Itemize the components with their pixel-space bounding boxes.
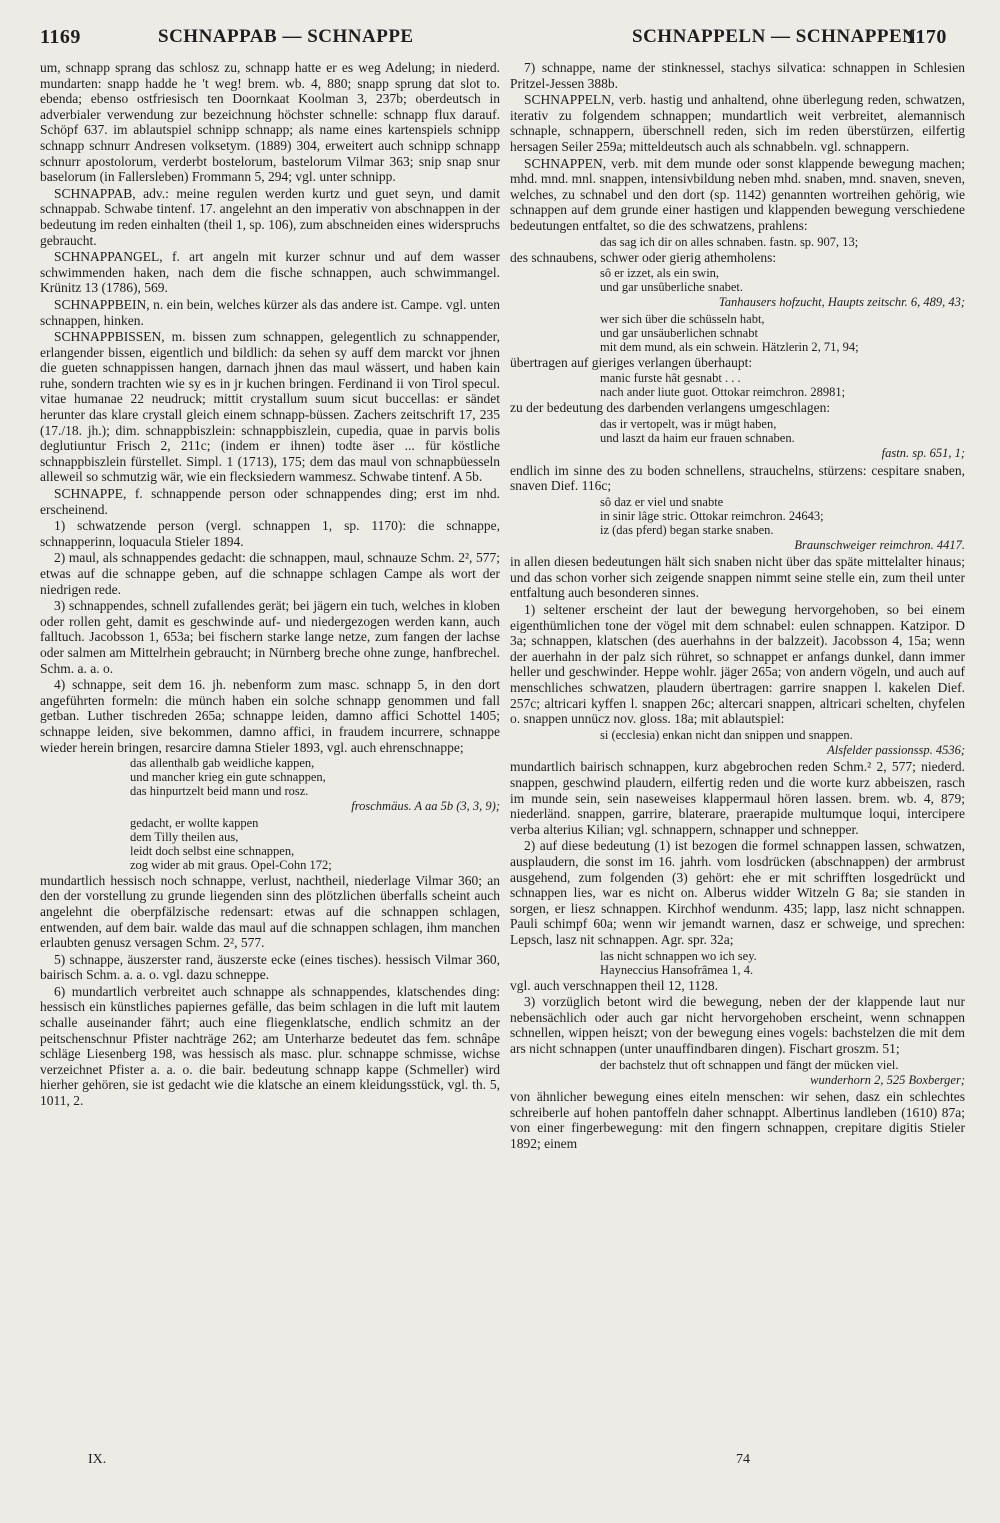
right-column — [510, 60, 965, 1440]
paragraph: 2) maul, als schnappendes gedacht: die schnappen, maul, schnauze Schm. 2², 577; etwas auf die schnappe geben, auf die schnappe schlagen Campe als wort der niedrigen rede. — [40, 550, 500, 597]
verse-quotation: manic furste hât gesnabt . . . nach ander liute guot. Ottokar reimchron. 28981; — [600, 371, 846, 400]
paragraph: in allen diesen bedeutungen hält sich snaben nicht über das späte mittelalter hinaus; und das schon vorher sich zeigende snappen nimmt seine stelle ein, zum theil unter entfaltung auch besonderen sinnes. — [510, 554, 965, 601]
verse-quotation: gedacht, er wollte kappen dem Tilly theilen aus, leidt doch selbst eine schnappen, zog wider ab mit graus. Opel-Cohn 172; — [130, 815, 332, 872]
right-signature-mark: 74 — [736, 1452, 750, 1467]
paragraph: endlich im sinne des zu boden schnellens, strauchelns, stürzens: cespitare snaben, snaven Dief. 116c; — [510, 462, 965, 494]
verse-quotation: sô daz er viel und snabte in sinir lâge stric. Ottokar reimchron. 24643; iz (das pferd) began starke snaben. — [600, 494, 824, 537]
dictionary-entry: SCHNAPPE, f. schnappende person oder schnappendes ding; erst im nhd. erscheinend. — [40, 486, 500, 517]
verse-quotation: das sag ich dir on alles schnaben. fastn. sp. 907, 13; — [600, 234, 859, 249]
paragraph: 6) mundartlich verbreitet auch schnappe als schnappendes, klatschendes ding: hessisch ein künstliches papiernes gefälle, das beim schlagen in die luft mit lautem schalle auseinander fährt; auch eine fliegenklatsche, endlich schmitz an der peitschenschnur Pfister nachträge 262; am Unterharze bedeutet das fem. schnâpe schläge Liesenberg 198, was hessisch als masc. plur. schnappe schmisse, wichse verzeichnet Pfister a. a. o. die bair. bedeutung schnapp kappe (Schmeller) wird hierher gehören, sie ist gedacht wie die klatsche an einem kleidungsstück, vgl. th. 5, 1011, 2. — [40, 983, 500, 1109]
paragraph: übertragen auf gieriges verlangen überhaupt: — [510, 354, 753, 370]
paragraph: zu der bedeutung des darbenden verlangens umgeschlagen: — [510, 400, 831, 416]
left-column — [40, 60, 500, 1440]
verse-quotation: das allenthalb gab weidliche kappen, und mancher krieg ein gute schnappen, das hinpurtzelt beid mann und rosz. — [130, 756, 326, 799]
dictionary-entry: SCHNAPPBEIN, n. ein bein, welches kürzer als das andere ist. Campe. vgl. unten schnappen, hinken. — [40, 296, 500, 328]
verse-quotation: sô er izzet, als ein swin, und gar unsûberliche snabet. — [600, 266, 744, 295]
right-page-number: 1170 — [906, 26, 947, 48]
verse-quotation: das ir vertopelt, was ir mügt haben, und laszt da haim eur frauen schnaben. — [600, 416, 795, 445]
paragraph: von ähnlicher bewegung eines eiteln menschen: wir sehen, dasz ein schlechtes schreiberle auf hohen pantoffeln daher schnappt. Albertinus landleben (1610) 87a; von einer fingerbewegung: mit den fingern schnappen, crepitare digitis Stieler 1892; einem — [510, 1089, 965, 1151]
paragraph: um, schnapp sprang das schlosz zu, schnapp hatte er es weg Adelung; in niederd. mundarten: snapp hadde he 't weg! brem. wb. 4, 880; snapp sprung dat slot to. ebenda; ebenso ostfriesisch ten Doornkaat Koolman 3, 237b; oberdeutsch in adverbialer verwendung zur bezeichnung höchster schnelle: schnapp flux darauf. Schöpf 637. im ablautspiel schnipp schnapp; als name eines kartenspiels schnipp schnapp schnurr Andresen volksetym. (1889) 304, erweitert auch schnipp schnapp schnurr apostolorum, verderbt bostelorum, bastelorum Vilmar 363; snip snap snur baselorum (in Fallersleben) Frommann 5, 294; vgl. unter schnipp. — [40, 60, 500, 185]
dictionary-entry: SCHNAPPAB, adv.: meine regulen werden kurtz und guet seyn, und damit schnappab. Schwabe tintenf. 17. angelehnt an den imperativ von abschnappen in der bedeutung im reden einhalten (theil 1, sp. 106), zum abschneiden eines widerspruchs gebraucht. — [40, 185, 500, 248]
paragraph: mundartlich bairisch schnappen, kurz abgebrochen reden Schm.² 2, 577; niederd. snappen, geschwind plaudern, eilfertig reden und die worte kurz abbeiszen, rasch im munde sein, sein naseweises klappermaul hören lassen. brem. wb. 4, 879; niederländ. snappen, garrire, blaterare, praerapide multumque loqui, intercipere verba alterius Kilian; vgl. schnappern, schnapper und schnepper. — [510, 759, 965, 837]
source-citation: fastn. sp. 651, 1; — [881, 445, 965, 460]
dictionary-entry: SCHNAPPANGEL, f. art angeln mit kurzer schnur und auf dem wasser schwimmenden haken, nach dem die fische schnappen, auch schwimmangel. Krünitz 13 (1786), 569. — [40, 249, 500, 296]
verse-quotation: las nicht schnappen wo ich sey. Hayneccius Hansofrâmea 1, 4. — [600, 948, 757, 977]
paragraph: 3) schnappendes, schnell zufallendes gerät; bei jägern ein tuch, welches in kloben oder rollen geht, damit es geschwinde auf- und niedergezogen werden kann, auch falltuch. Jacobsson 1, 653a; bei fischern starke lange netze, zum fangen der lachse oder salmen am Mittelrhein gebraucht; in Nürnberg breche ohne zunge, hanfbrechel. Schm. a. a. o. — [40, 598, 500, 676]
source-citation: Braunschweiger reimchron. 4417. — [794, 537, 965, 552]
left-running-title: SCHNAPPAB — SCHNAPPE — [158, 26, 414, 47]
dictionary-entry: SCHNAPPBISSEN, m. bissen zum schnappen, gelegentlich zu schnappender, erlangender bissen, eigentlich und bildlich: da sehen sy auff dem marckt vor jhnen die gueten schnappissen hangen, darnach jhnen das maul wässert, und haben kain ruhe, sondern trachten wie sy es in jr kuchen bringen. Ferdinand ii von Tirol specul. vitae humanae 22 neudruck; mittit crystallum suum sicut buccellas: er sändet herunter das klare crystall gleich einem schnapp-büssen. Zachers zeitschrift 17, 235 (17./18. jh.); dim. schnappbiszlein: schnappbiszlein, cupedia, quae in parvis bolis deglutiuntur Frisch 2, 211c; (indem er ihnen) todte äser ... für köstliche schnappbiszlein fürstellet. Simpl. 1 (1713), 175; dem das maul von schnapbüesseln alleweil so schmutzig wär, wie ein flecksiedern wammesz. Schwabe tintenf. A 5b. — [40, 329, 500, 485]
paragraph: 2) auf diese bedeutung (1) ist bezogen die formel schnappen lassen, schwatzen, ausplaudern, die sonst im 16. jahrh. vom losdrücken (abschnappen) der armbrust ausgehend, zum folgenden (3) gehört: ehe er mit schrifften losgedrückt und schnappen lies, war es nicht on. Alberus widder Witzeln G 8a; sie standen in sorgen, er liesz schnappen. Kirchhof wendunm. 435; lapp, lasz nicht schnappen. Pauli schimpf 60a; wenn wir jemandt warnen, dasz er schweige, und sprechen: Lepsch, lasz nit schnappen. Agr. spr. 32a; — [510, 838, 965, 947]
paragraph: 4) schnappe, seit dem 16. jh. nebenform zum masc. schnapp 5, in den dort angeführten formeln: die münch haben ein solche schnapp genommen und fall getban. Luther tischreden 265a; schnappe leiden, damno affici Schottel 1405; schnappe leiden, sive bekommen, damno affici, in fraudem incurrere, schnappe wieder herein bringen, resarcire damna Stieler 1893, vgl. auch ehrenschnappe; — [40, 677, 500, 755]
left-signature-mark: IX. — [88, 1452, 107, 1467]
verse-quotation: wer sich über die schüsseln habt, und gar unsäuberlichen schnabt mit dem mund, als ein schwein. Hätzlerin 2, 71, 94; — [600, 311, 859, 354]
paragraph: 5) schnappe, äuszerster rand, äuszerste ecke (eines tisches). hessisch Vilmar 360, bairisch Schm. a. a. o. vgl. dazu schneppe. — [40, 951, 500, 983]
paragraph: 3) vorzüglich betont wird die bewegung, neben der der klappende laut nur nebensächlich oder auch gar nicht hervorgehoben erscheint, wenn schnappen schnellen, wippen heiszt; von der bewegung eines vogels: bachstelzen die mit dem ars nicht schnappen (unter unauffindbaren dingen). Fischart groszm. 51; — [510, 994, 965, 1056]
paragraph: 1) schwatzende person (vergl. schnappen 1, sp. 1170): die schnappe, schnapperinn, loquacula Stieler 1894. — [40, 518, 500, 549]
dictionary-entry: SCHNAPPEN, verb. mit dem munde oder sonst klappende bewegung machen; mhd. mnd. mnl. snappen, intensivbildung neben mhd. snaben, mnd. snaven, sneven, welches, zu schnabel und den dort (sp. 1142) genannten wortreihen gehörig, wie schnappen auf dem grunde einer hastigen und klappenden bewegung verschiedene bedeutungen entfaltet, so die des schwatzens, prahlens: — [510, 155, 965, 233]
verse-quotation: der bachstelz thut oft schnappen und fängt der mücken viel. — [600, 1057, 899, 1072]
paragraph: 1) seltener erscheint der laut der bewegung hervorgehoben, so bei einem eigenthümlichen tone der vögel mit dem schnabel: eulen schnappen. Katzipor. D 3a; schnappen, klatschen (des auerhahns in der balzzeit). Jacobsson 4, 15a; wenn der auerhahn in der palz sich rühret, so schnappet er anfangs dunkel, dann immer heller und geschwinder. Heppe wohlr. jäger 265a; von andern vögeln, und auch auf menschliches schwatzen, plaudern übertragen: garrire snappen l. kakelen Dief. 257c; altricari kyffen l. snappen 26c; altercari snappen, altricari schelten, chyfelen o. snappen unnücz nov. gloss. 18a; mit ablautspiel: — [510, 602, 965, 727]
paragraph: 7) schnappe, name der stinknessel, stachys silvatica: schnappen in Schlesien Pritzel-Jessen 388b. — [510, 60, 965, 91]
left-page-number: 1169 — [40, 26, 81, 48]
source-citation: froschmäus. A aa 5b (3, 3, 9); — [351, 799, 500, 814]
verse-quotation: si (ecclesia) enkan nicht dan snippen und snappen. — [600, 727, 853, 742]
right-running-title: SCHNAPPELN — SCHNAPPEN — [632, 26, 917, 47]
paragraph: des schnaubens, schwer oder gierig athemholens: — [510, 249, 777, 265]
source-citation: Tanhausers hofzucht, Haupts zeitschr. 6, 489, 43; — [718, 295, 965, 310]
source-citation: wunderhorn 2, 525 Boxberger; — [810, 1072, 965, 1087]
dictionary-entry: SCHNAPPELN, verb. hastig und anhaltend, ohne überlegung reden, schwatzen, iterativ zu folgendem schnappen; mundartlich weit verbreitet, alemannisch schnaple, schnappern, überschnell reden, sich im reden überstürzen, eilfertig hersagen Seiler 259a; mitteldeutsch auch als schnabbeln. vgl. schnappern. — [510, 92, 965, 154]
source-citation: Alsfelder passionssp. 4536; — [827, 742, 965, 757]
paragraph: mundartlich hessisch noch schnappe, verlust, nachtheil, niederlage Vilmar 360; an den der vorstellung zu grunde liegenden sinn des plötzlichen überfalls scheint auch angelehnt die oberpfälzische redensart: etwas auf die schnappen schlagen, entwenden, auf dem bair. walde das maul auf die schnappen schlagen, ihm manchen erlaubten genusz versagen Schm. 2², 577. — [40, 872, 500, 951]
paragraph: vgl. auch verschnappen theil 12, 1128. — [510, 977, 718, 993]
